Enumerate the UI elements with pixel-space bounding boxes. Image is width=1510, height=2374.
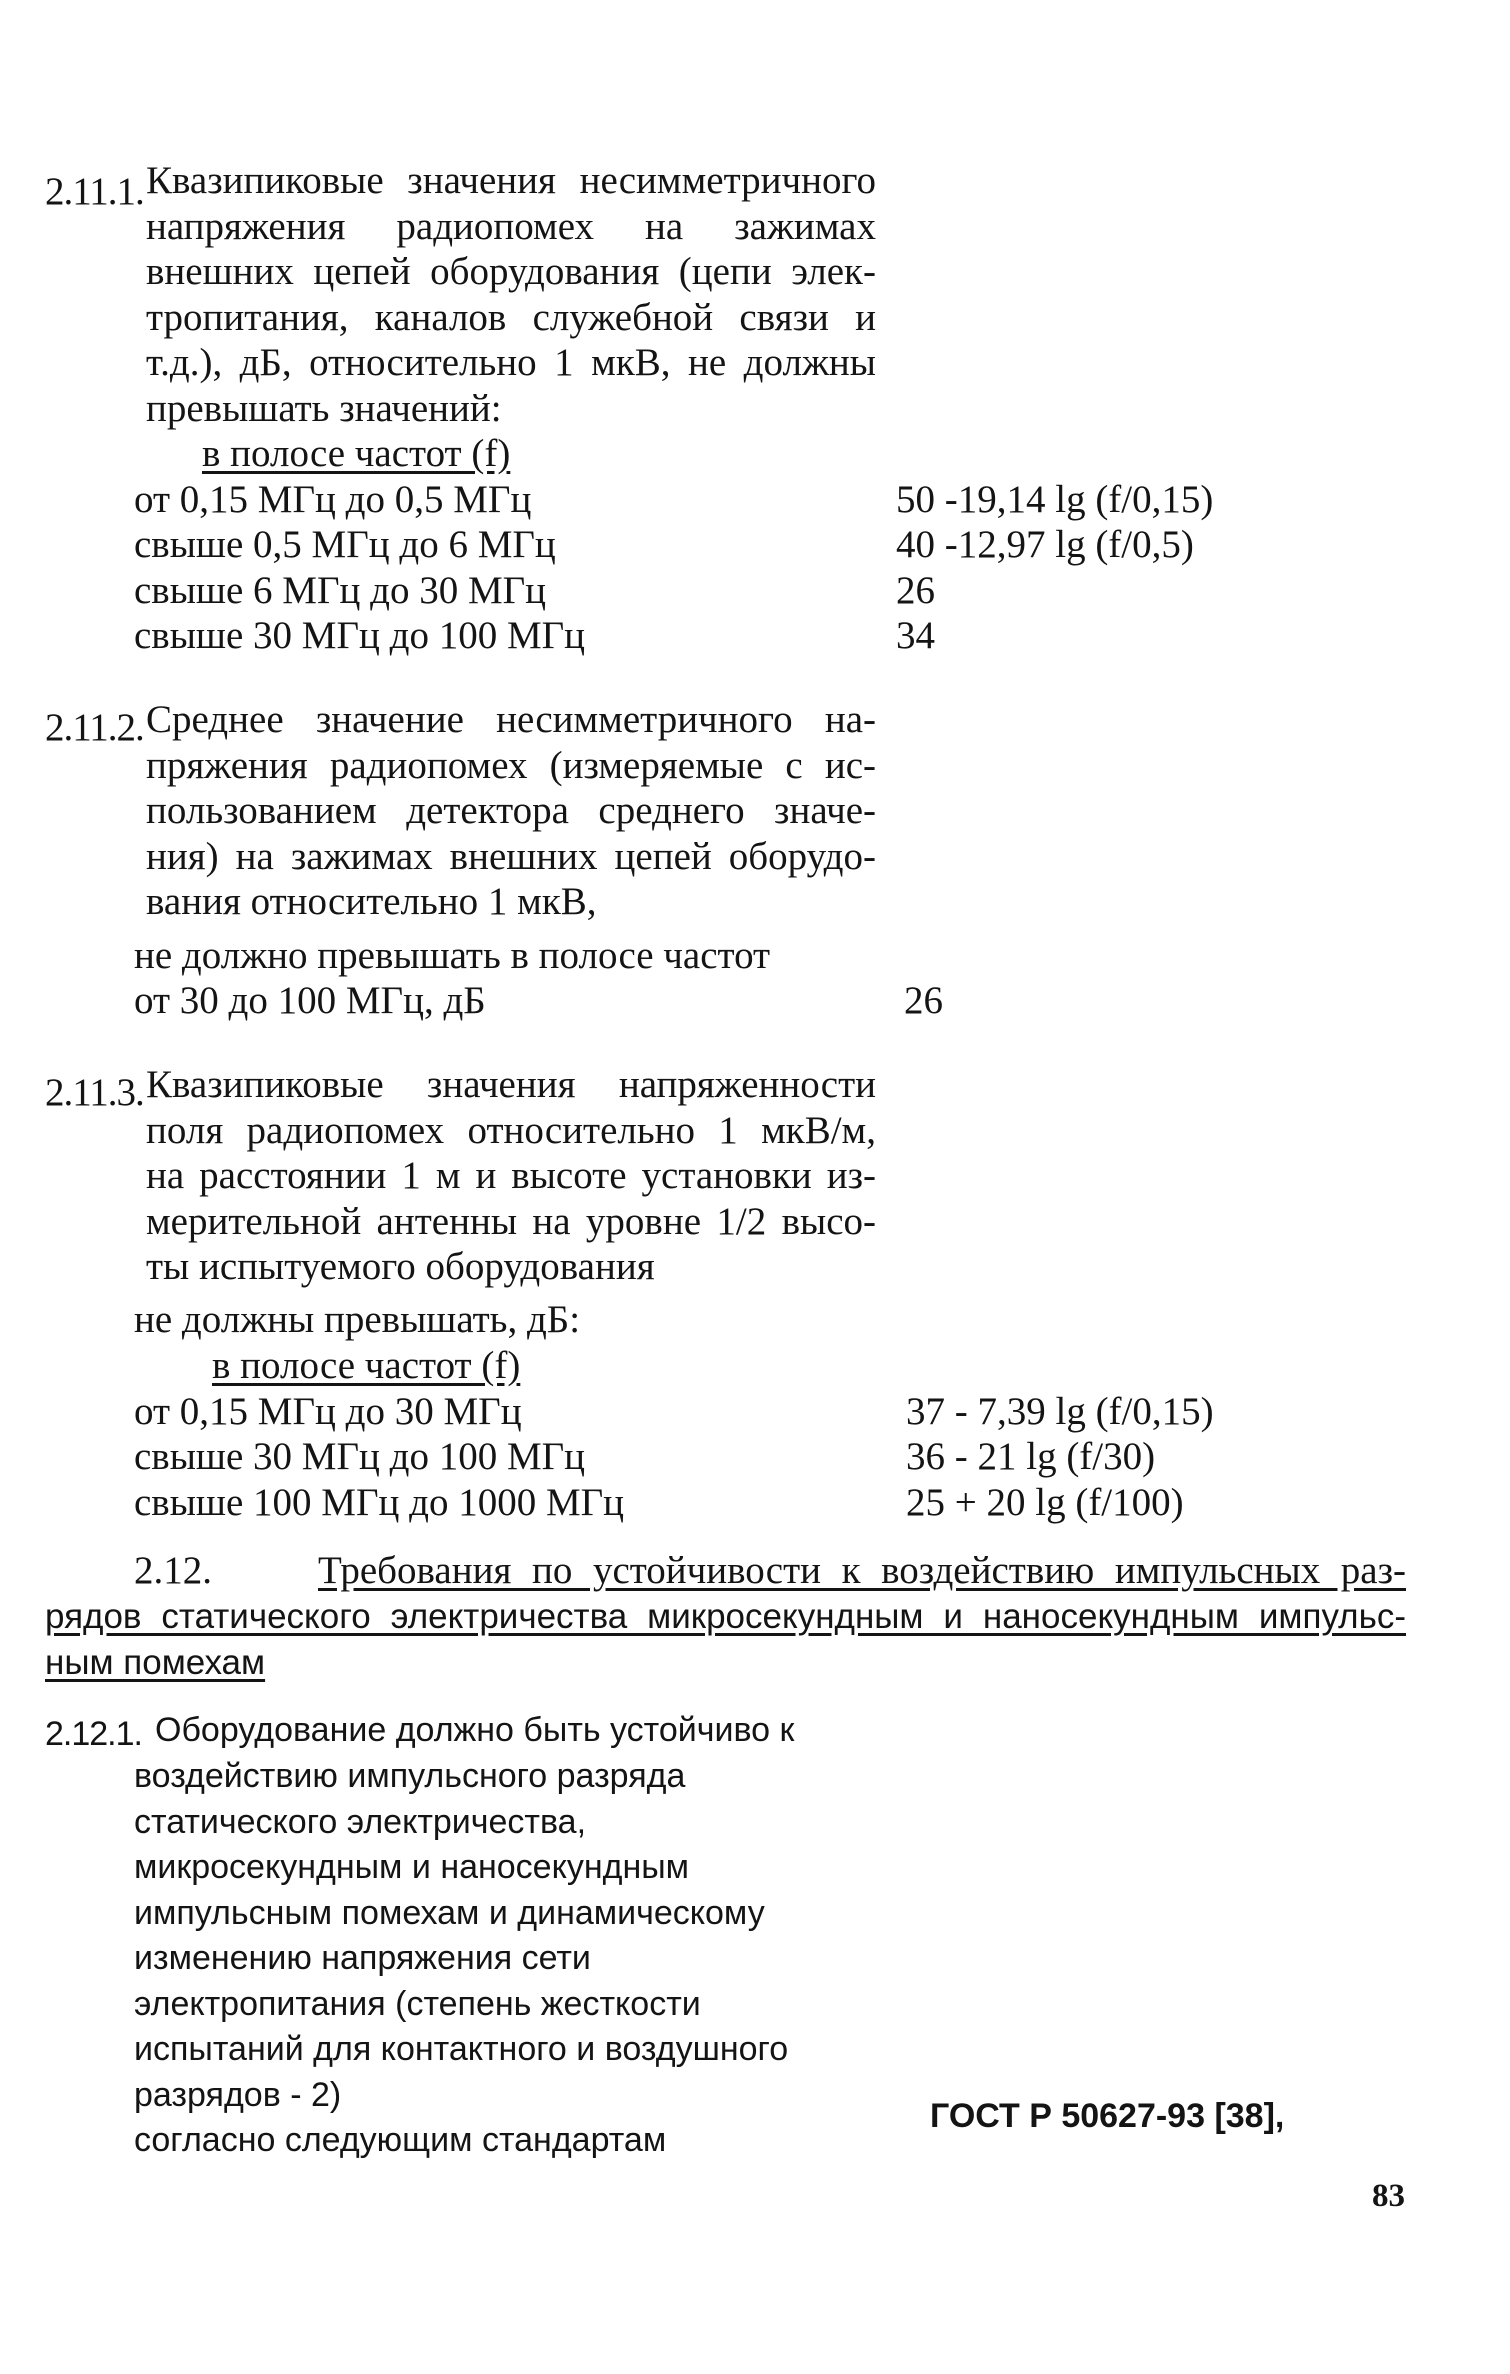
range-label: свыше 6 МГц до 30 МГц (134, 569, 547, 612)
section-text (155, 1708, 875, 1754)
text-line: ты испытуемого оборудования (146, 1245, 655, 1288)
range-value: 26 (896, 569, 935, 612)
range-label: от 0,15 МГц до 30 МГц (134, 1390, 522, 1433)
text-line: Квазипиковые значения напряженности (146, 1063, 876, 1106)
text-line: импульсным помехам и динамическому (134, 1893, 765, 1932)
range-value: 34 (896, 614, 935, 657)
text-line: тропитания, каналов служебной связи и (146, 295, 876, 339)
text-line: электропитания (степень жесткости (134, 1984, 701, 2023)
range-value: 40 -12,97 lg (f/0,5) (896, 523, 1194, 566)
range-label: свыше 0,5 МГц до 6 МГц (134, 523, 556, 566)
text-line: Квазипиковые значения несимметричного (146, 159, 876, 202)
range-label: от 0,15 МГц до 0,5 МГц (134, 478, 532, 521)
section-number: 2.11.2. (45, 706, 144, 749)
section-number: 2.12.1. (45, 1715, 142, 1753)
text-line: на расстоянии 1 м и высоте установки из- (146, 1154, 876, 1197)
band-header: в полосе частот (f) (202, 432, 511, 475)
text-line: изменению напряжения сети (134, 1939, 591, 1977)
range-label: свыше 30 МГц до 100 МГц (134, 614, 586, 657)
section-heading: ным помехам (45, 1643, 266, 1682)
section-number: 2.11.3. (45, 1071, 144, 1114)
text-line: разрядов - 2) (134, 2075, 342, 2114)
text-line: Оборудование должно быть устойчиво к (155, 1711, 795, 1749)
range-value: 26 (904, 979, 943, 1022)
text-line: поля радиопомех относительно 1 мкВ/м, (146, 1108, 876, 1152)
gost-reference: ГОСТ Р 50627-93 [38], (930, 2097, 1285, 2135)
text-line: напряжения радиопомех на зажимах (146, 204, 876, 248)
section-text (146, 1062, 876, 1290)
section-text (146, 158, 876, 431)
section-heading: Требования по устойчивости к воздействию импульсных раз- (318, 1549, 1406, 1592)
text-line: превышать значений: (146, 386, 502, 430)
range-label: свыше 100 МГц до 1000 МГц (134, 1481, 625, 1524)
text-line: микросекундным и наносекундным (134, 1848, 690, 1886)
tail-text: согласно следующим стандартам (134, 2121, 667, 2159)
text-line: статического электричества, (134, 1802, 587, 1841)
range-value: 25 + 20 lg (f/100) (906, 1481, 1184, 1524)
band-header: в полосе частот (f) (212, 1344, 521, 1387)
page-number: 83 (1372, 2178, 1405, 2214)
tail-text: не должны превышать, дБ: (134, 1298, 581, 1341)
text-line: мерительной антенны на уровне 1/2 высо- (146, 1199, 876, 1243)
text-line: пряжения радиопомех (измеряемые с ис- (146, 743, 876, 787)
text-line: пользованием детектора среднего значе- (146, 789, 876, 832)
text-line: воздействию импульсного разряда (134, 1757, 686, 1795)
text-line: внешних цепей оборудования (цепи элек- (146, 250, 876, 293)
range-value: 37 - 7,39 lg (f/0,15) (906, 1390, 1214, 1433)
section-heading: рядов статического электричества микросекундным и наносекундным импульс- (45, 1597, 1406, 1636)
range-label: от 30 до 100 МГц, дБ (134, 979, 486, 1022)
range-value: 36 - 21 lg (f/30) (906, 1435, 1156, 1478)
text-line: испытаний для контактного и воздушного (134, 2030, 789, 2068)
text-line: вания относительно 1 мкВ, (146, 880, 597, 923)
text-line: Среднее значение несимметричного на- (146, 698, 876, 741)
text-line: т.д.), дБ, относительно 1 мкВ, не должны (146, 341, 876, 384)
section-number: 2.12. (134, 1549, 212, 1592)
range-value: 50 -19,14 lg (f/0,15) (896, 478, 1214, 521)
tail-text: не должно превышать в полосе частот (134, 934, 771, 977)
section-text (134, 1754, 854, 2164)
range-label: свыше 30 МГц до 100 МГц (134, 1435, 586, 1478)
section-number: 2.11.1. (45, 170, 144, 213)
section-text (146, 697, 876, 925)
text-line: ния) на зажимах внешних цепей оборудо- (146, 834, 876, 878)
